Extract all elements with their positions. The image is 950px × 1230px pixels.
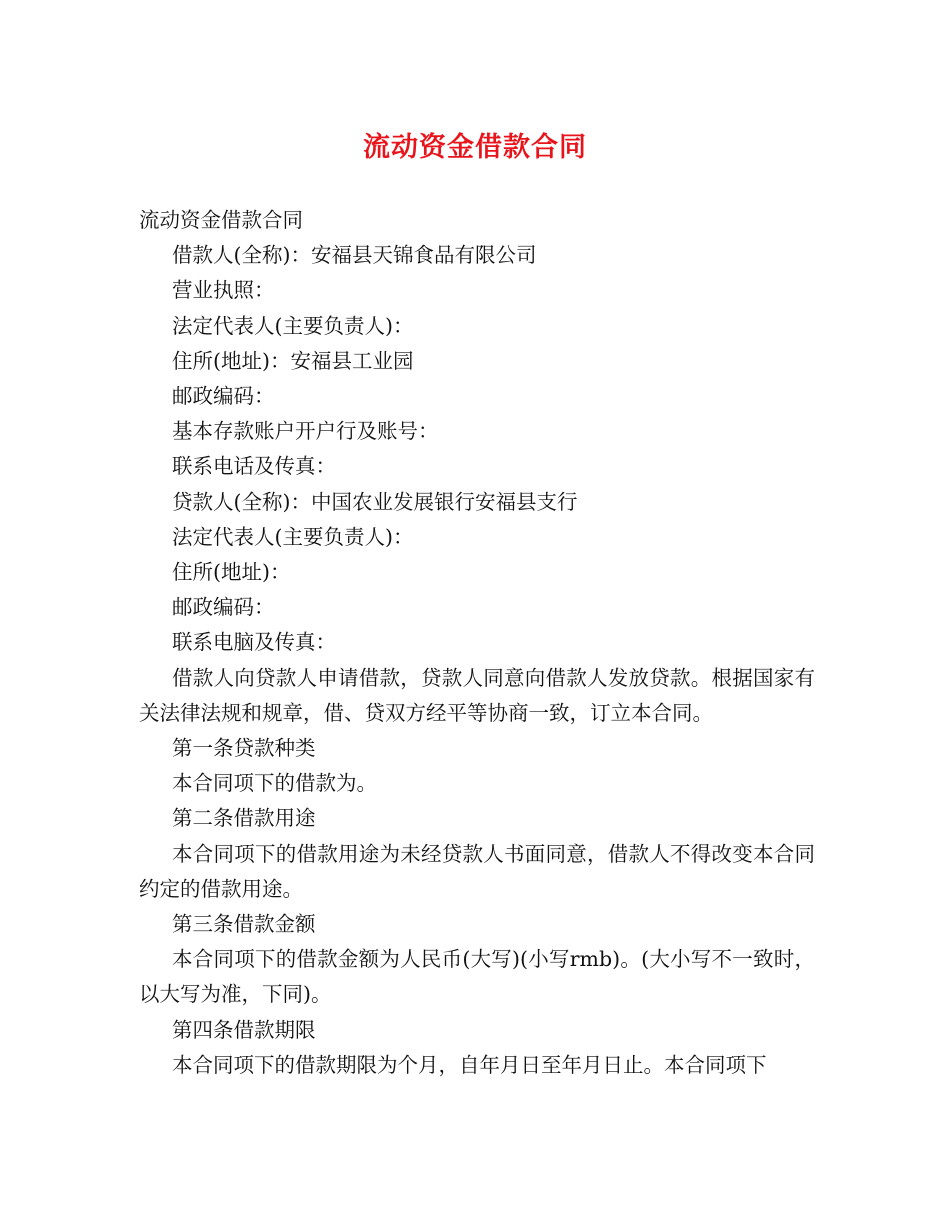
document-title: 流动资金借款合同 [363, 132, 587, 163]
article-3-text: 本合同项下的借款金额为人民币(大写)(小写rmb)。(大小写不一致时，以大写为准，下同)。 [139, 947, 815, 1007]
article-2-text: 本合同项下的借款用途为未经贷款人书面同意，借款人不得改变本合同约定的借款用途。 [139, 841, 815, 901]
lender-postcode-line: 邮政编码： [172, 595, 275, 620]
borrower-phone-fax-line: 联系电话及传真： [172, 454, 336, 479]
borrower-legal-rep-line: 法定代表人(主要负责人)： [172, 313, 414, 338]
article-1-heading: 第一条贷款种类 [172, 736, 316, 761]
contract-heading: 流动资金借款合同 [139, 208, 303, 232]
lender-legal-rep-line: 法定代表人(主要负责人)： [172, 524, 414, 549]
borrower-name-line: 借款人(全称)：安福县天锦食品有限公司 [172, 243, 537, 268]
article-4-text: 本合同项下的借款期限为个月，自年月日至年月日止。本合同项下 [172, 1052, 767, 1077]
bank-account-line: 基本存款账户开户行及账号： [172, 419, 439, 444]
lender-name-line: 贷款人(全称)：中国农业发展银行安福县支行 [172, 489, 578, 514]
article-1-text: 本合同项下的借款为。 [172, 771, 377, 796]
business-license-line: 营业执照： [172, 278, 275, 303]
lender-phone-fax-line: 联系电脑及传真： [172, 630, 336, 655]
article-4-heading: 第四条借款期限 [172, 1017, 316, 1042]
article-3-heading: 第三条借款金额 [172, 912, 316, 937]
borrower-address-line: 住所(地址)：安福县工业园 [172, 348, 414, 373]
preamble-paragraph: 借款人向贷款人申请借款，贷款人同意向借款人发放贷款。根据国家有关法律法规和规章，借、贷双方经平等协商一致，订立本合同。 [139, 665, 815, 725]
borrower-postcode-line: 邮政编码： [172, 384, 275, 409]
article-2-heading: 第二条借款用途 [172, 806, 316, 831]
lender-address-line: 住所(地址)： [172, 560, 291, 585]
document-body [139, 203, 815, 1083]
